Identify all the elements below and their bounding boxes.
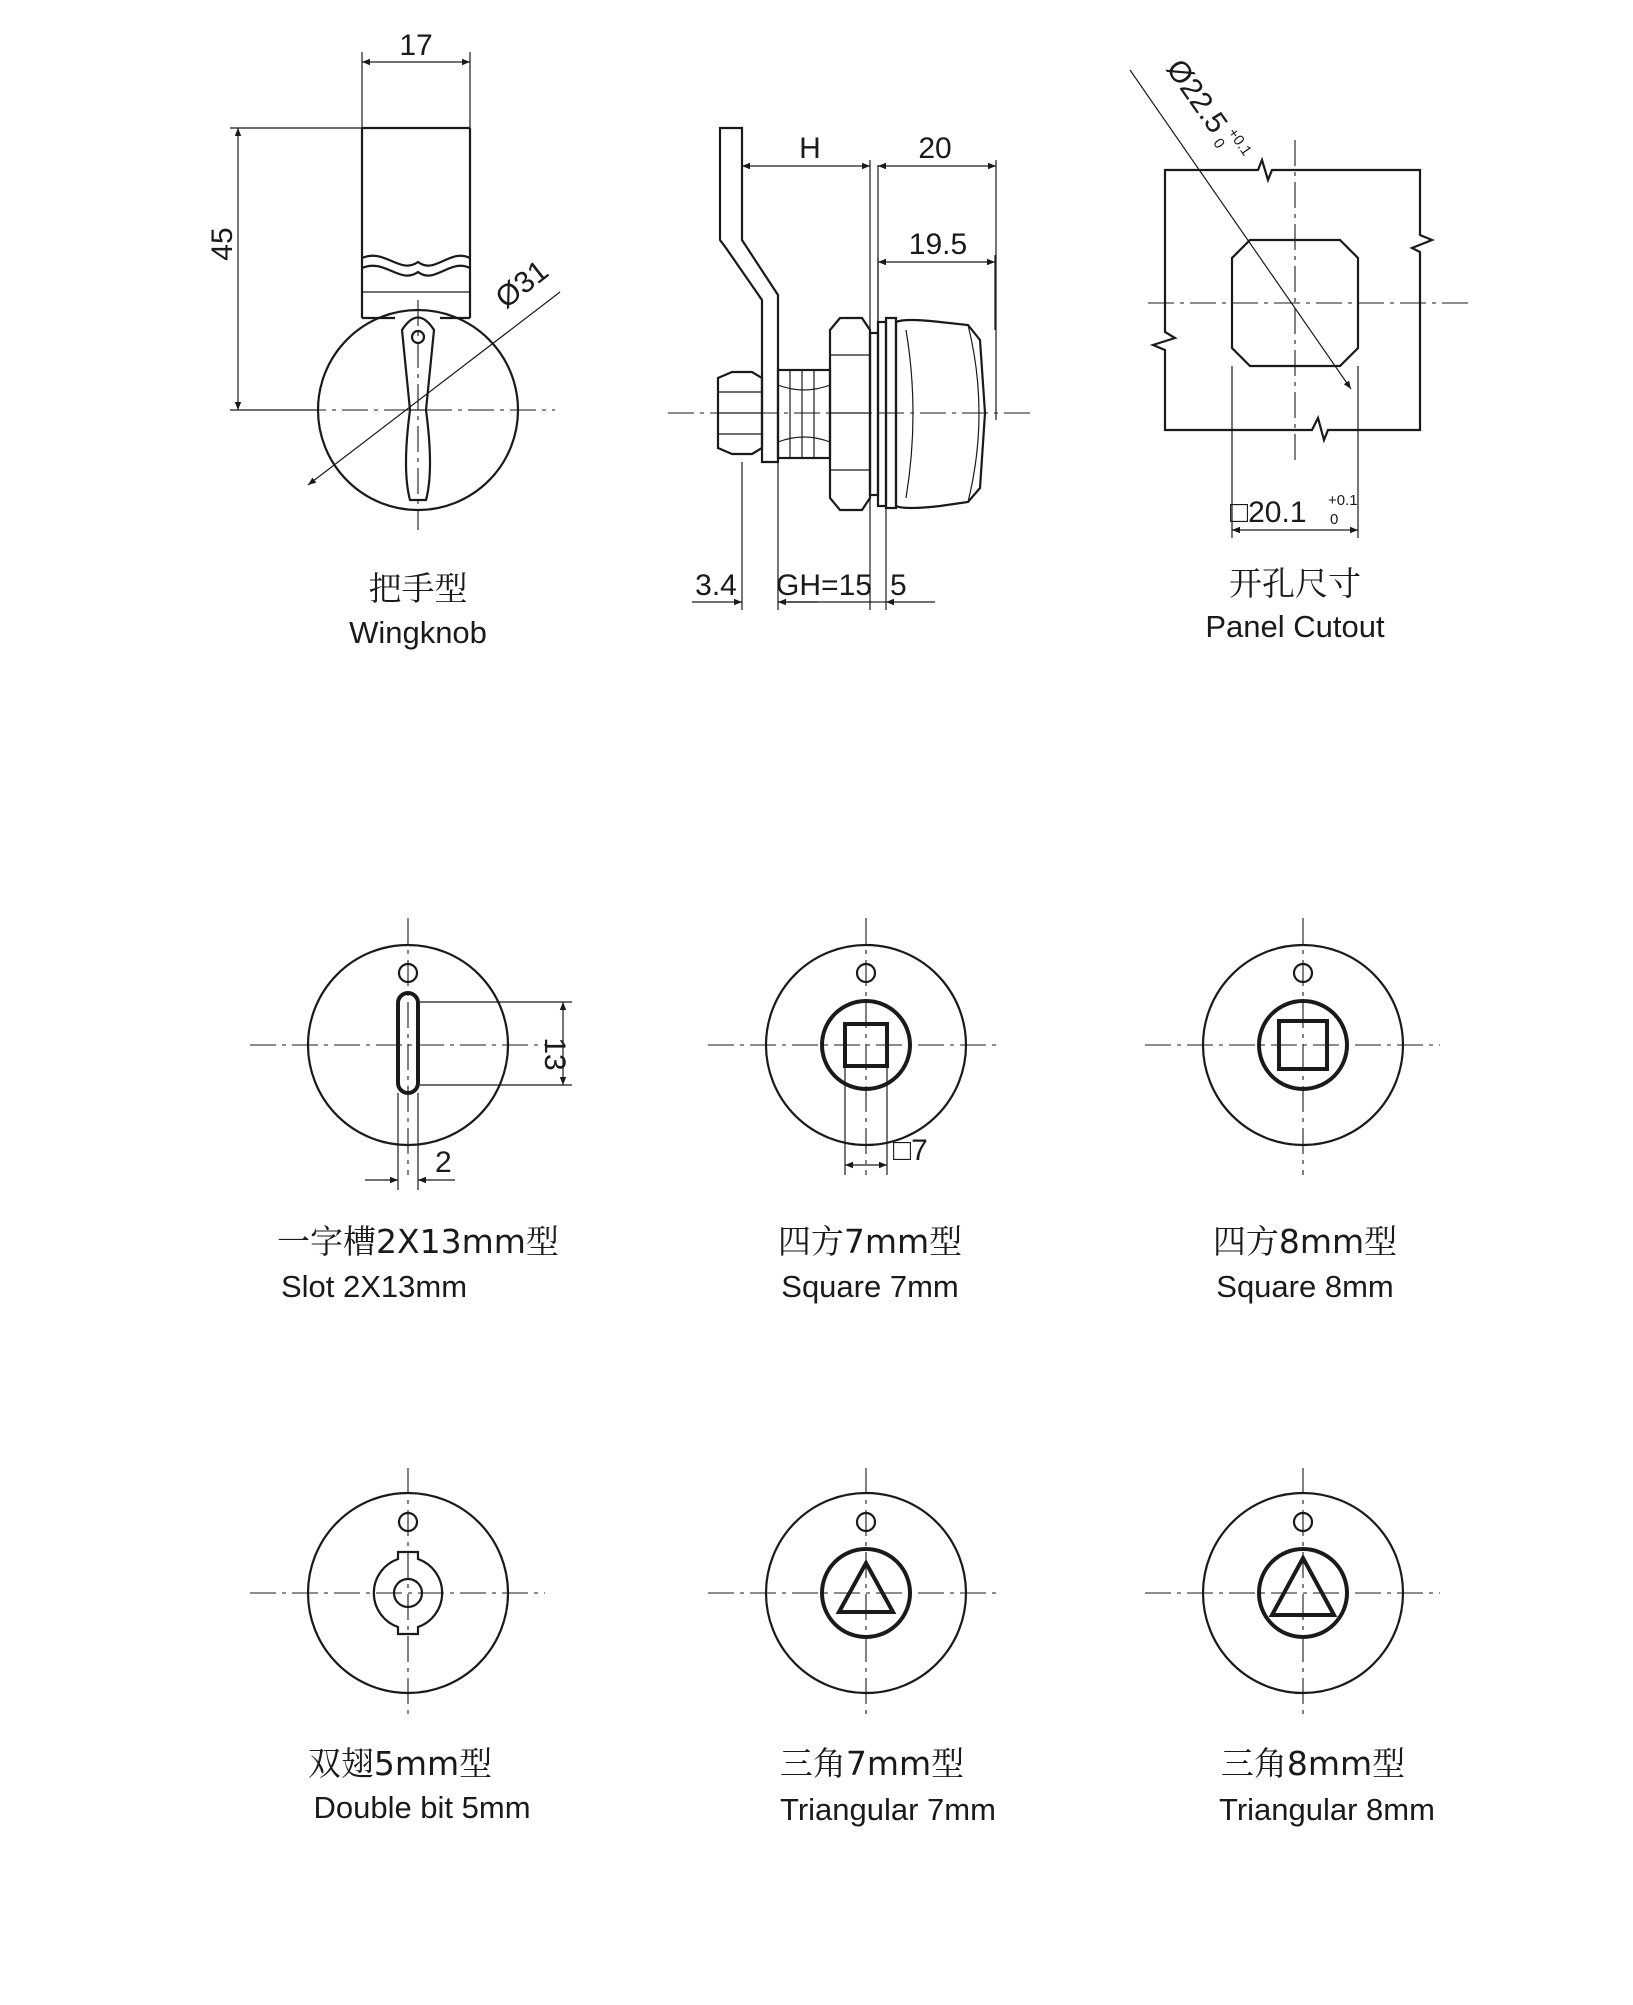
double-bit-caption-en: Double bit 5mm (313, 1790, 531, 1825)
wingknob-caption-en: Wingknob (349, 615, 487, 650)
cutout-caption-cn: 开孔尺寸 (1229, 564, 1361, 603)
dim-5: 5 (890, 569, 907, 602)
variant-square-7 (708, 918, 1000, 1304)
triangle7-caption-cn: 三角7mm型 (779, 1744, 965, 1783)
dim-cutout-square-tol-lower: 0 (1330, 511, 1339, 528)
dim-diameter-31: Ø31 (489, 254, 555, 315)
side-view (668, 128, 1035, 610)
dim-h: H (799, 132, 821, 165)
dim-cutout-diameter-tol-lower: 0 (1209, 135, 1229, 152)
square7-caption-cn: 四方7mm型 (777, 1222, 963, 1261)
variant-square-8 (1145, 918, 1440, 1304)
dim-cutout-diameter: Ø22.5 (1159, 53, 1234, 140)
dim-gh-15: GH=15 (776, 569, 872, 602)
triangle8-caption-en: Triangular 8mm (1219, 1792, 1435, 1827)
slot-caption-cn: 一字槽2X13mm型 (277, 1222, 559, 1261)
dim-slot-13: 13 (538, 1037, 571, 1071)
variant-triangle-8 (1145, 1468, 1440, 1827)
wingknob-view (206, 29, 560, 650)
double-bit-caption-cn: 双翅5mm型 (307, 1744, 493, 1783)
square8-caption-en: Square 8mm (1216, 1269, 1394, 1304)
dim-square-7: □7 (893, 1134, 928, 1167)
square7-caption-en: Square 7mm (781, 1269, 959, 1304)
dim-19-5: 19.5 (908, 228, 968, 261)
slot-caption-en: Slot 2X13mm (280, 1269, 468, 1304)
variant-triangle-7 (708, 1468, 1000, 1827)
dim-slot-2: 2 (435, 1146, 452, 1179)
dim-cutout-square: □20.1 (1230, 496, 1307, 529)
dim-cutout-diameter-tol-upper: +0.1 (1224, 124, 1256, 159)
dim-height-45: 45 (206, 227, 239, 261)
wingknob-caption-cn: 把手型 (368, 569, 468, 608)
dim-cutout-square-tol-upper: +0.1 (1328, 492, 1358, 509)
dim-20: 20 (918, 132, 952, 165)
triangle8-caption-cn: 三角8mm型 (1220, 1744, 1406, 1783)
variant-slot (250, 918, 572, 1304)
square8-caption-cn: 四方8mm型 (1212, 1222, 1398, 1261)
triangle7-caption-en: Triangular 7mm (780, 1792, 996, 1827)
dim-width-17: 17 (399, 29, 433, 62)
panel-cutout-view (1130, 53, 1470, 644)
variant-double-bit (250, 1468, 545, 1825)
cutout-caption-en: Panel Cutout (1205, 609, 1385, 644)
dim-3-4: 3.4 (695, 569, 737, 602)
